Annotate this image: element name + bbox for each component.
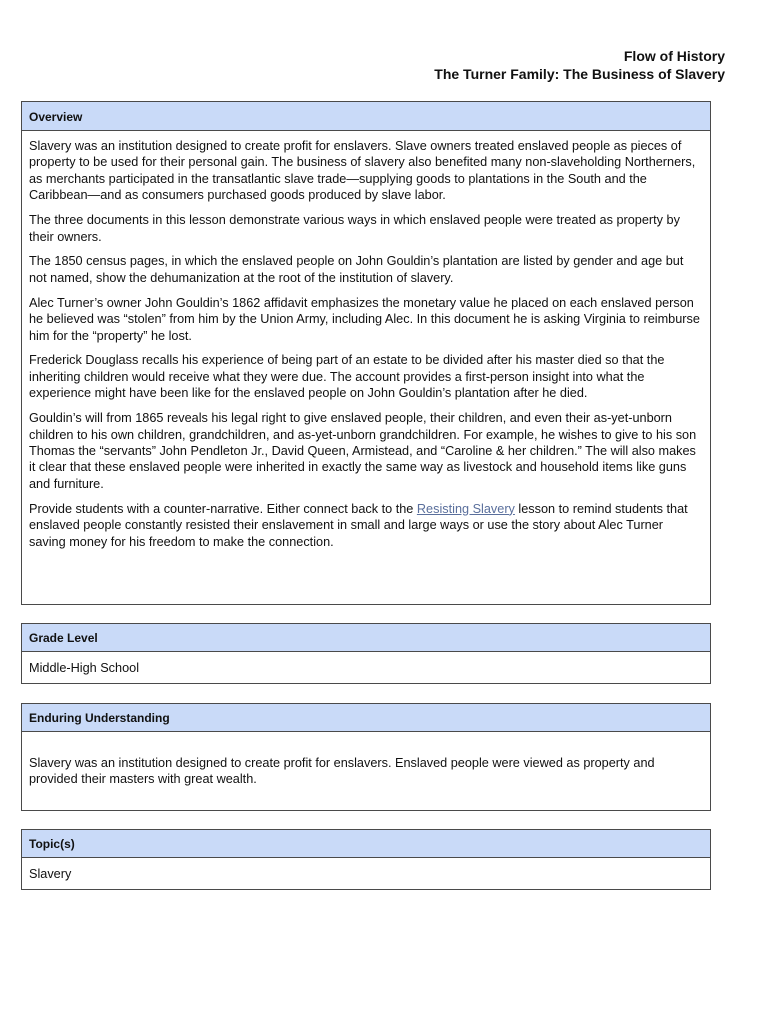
overview-paragraph: The three documents in this lesson demonstrate various ways in which enslaved people were treated as property by their owners. [29, 213, 680, 244]
overview-paragraph: The 1850 census pages, in which the enslaved people on John Gouldin’s plantation are listed by gender and age but not named, show the dehumanization at the root of the institution of slavery. [29, 254, 684, 285]
overview-paragraph: Gouldin’s will from 1865 reveals his legal right to give enslaved people, their children, and even their as-yet-unborn children to his own children, grandchildren, and as-yet-unborn grandchildren. For example, he wishes to give to his son Thomas the “servants” John Pendleton Jr., David Queen, Armistead, and “Caroline & her children.” The will also makes it clear that these enslaved people were inherited in exactly the same way as livestock and household items like guns and furniture. [29, 411, 697, 491]
resisting-slavery-link[interactable]: Resisting Slavery [416, 501, 515, 516]
overview-text: lesson to remind students that enslaved people constantly resisted their enslavement in small and large ways or use the story about Alec Turner saving money for his freedom to make the connection. [29, 501, 688, 549]
enduring-understanding-section [21, 703, 711, 811]
enduring-understanding-heading: Enduring Understanding [22, 704, 710, 732]
overview-section [21, 101, 711, 605]
enduring-understanding-value: Slavery was an institution designed to create profit for enslavers. Enslaved people were viewed as property and provided their masters with great wealth. [29, 756, 655, 787]
topics-heading: Topic(s) [22, 830, 710, 858]
grade-level-value: Middle-High School [29, 661, 140, 675]
overview-paragraph [29, 501, 703, 550]
grade-level-section [21, 623, 711, 684]
header-series-title: Flow of History [623, 48, 725, 64]
topics-value: Slavery [29, 867, 72, 881]
overview-paragraph: Frederick Douglass recalls his experience of being part of an estate to be divided after his master died so that the inheriting children would receive what they were due. The account provides a first-person insight into what the experience might have been like for the enslaved people on John Gouldin’s plantation after he died. [29, 353, 665, 401]
grade-level-heading: Grade Level [22, 624, 710, 652]
document-header [434, 47, 725, 83]
overview-paragraph: Alec Turner’s owner John Gouldin’s 1862 affidavit emphasizes the monetary value he placed on each enslaved person he believed was “stolen” from him by the Union Army, including Alec. In this document he is asking Virginia to reimburse him for the “property” he lost. [29, 295, 700, 343]
overview-heading: Overview [22, 102, 710, 131]
overview-paragraph: Slavery was an institution designed to create profit for enslavers. Slave owners treated enslaved people as pieces of property to be used for their personal gain. The business of slavery also benefited many non-slaveholding Northerners, as merchants participated in the transatlantic slave trade—supplying goods to plantations in the South and the Caribbean—and as consumers purchased goods produced by slave labor. [29, 139, 696, 203]
header-lesson-title: The Turner Family: The Business of Slavery [434, 66, 725, 82]
overview-text: Provide students with a counter-narrative. Either connect back to the [29, 501, 417, 516]
topics-section [21, 829, 711, 890]
overview-body [22, 131, 710, 557]
